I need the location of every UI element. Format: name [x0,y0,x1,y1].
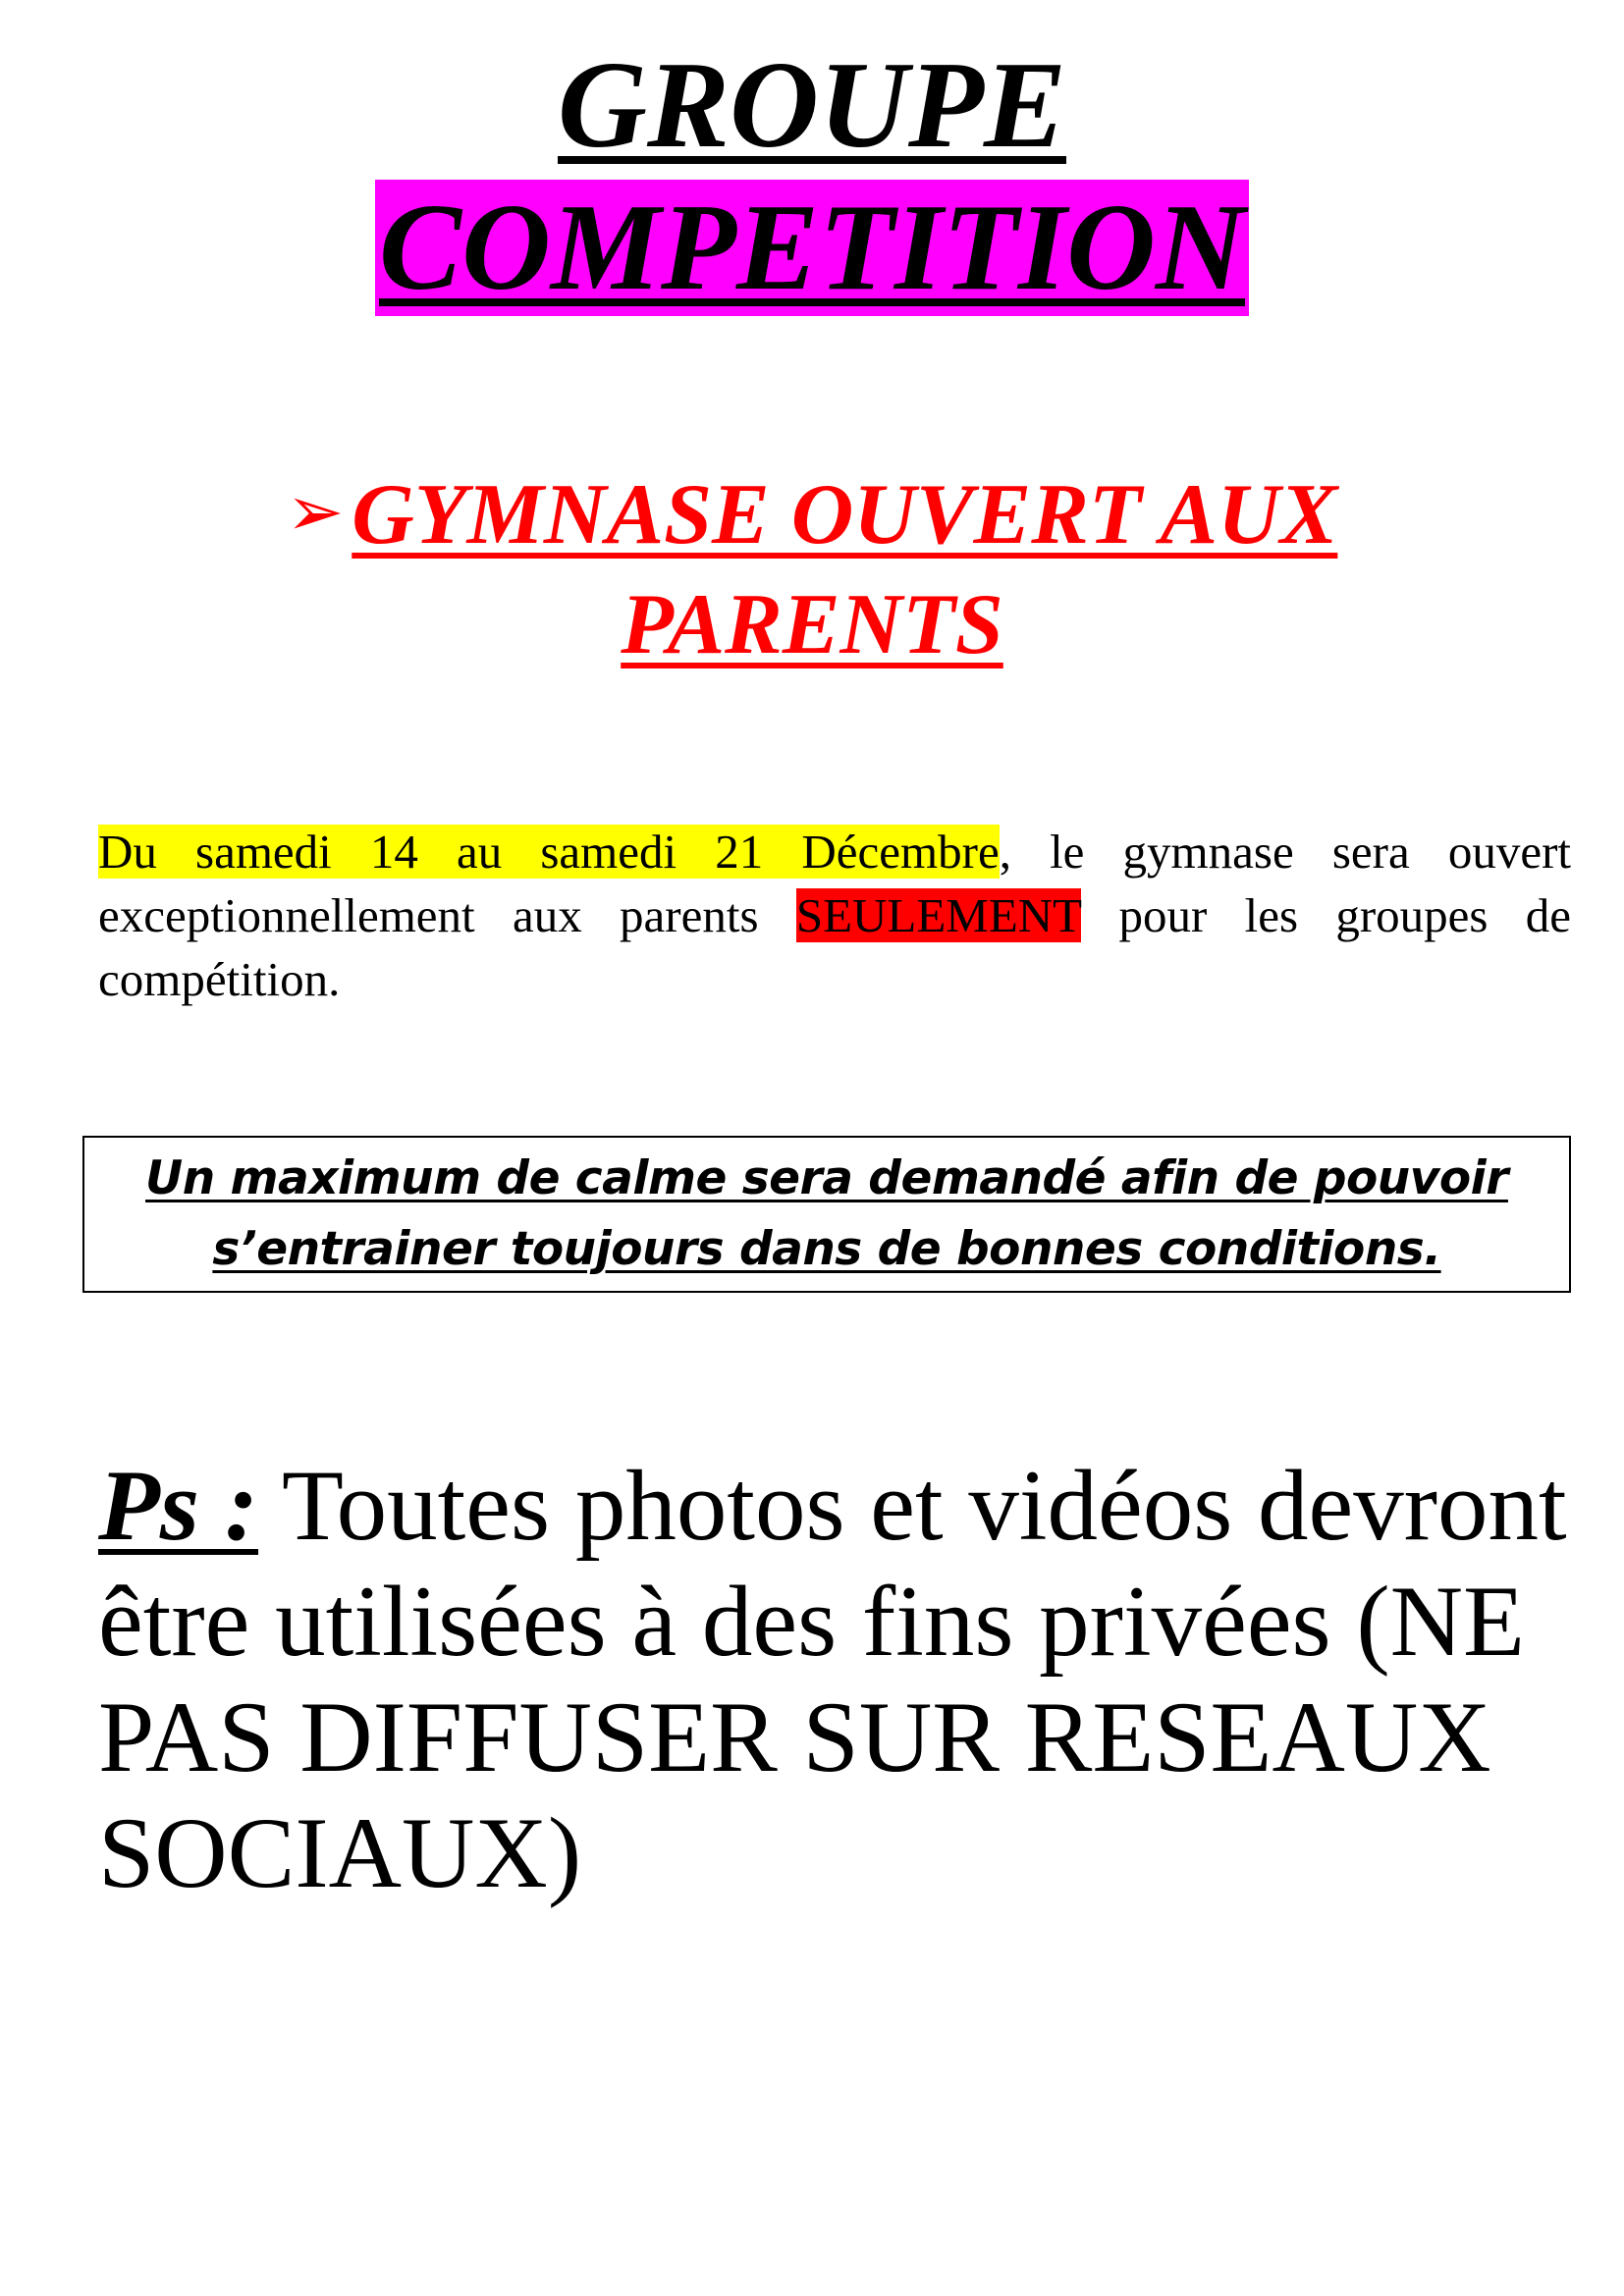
intro-text-part-2: pour les groupes de compétition. [98,888,1571,1006]
title-line-2 [0,175,1624,322]
intro-paragraph [98,820,1571,1011]
seulement-highlight: SEULEMENT [795,888,1082,942]
date-highlight: Du samedi 14 au samedi 21 Décembre [98,825,1000,879]
subtitle [196,456,1428,680]
notice-text: Un maximum de calme sera demandé afin de pouvoir s’entrainer toujours dans de bonnes conditions. [145,1151,1508,1276]
intro-text-part-1: , le gymnase sera ouvert exceptionnellement aux parents [98,825,1571,942]
arrowhead-bullet-icon: ➢ [286,471,345,552]
ps-text: Toutes photos et vidéos devront être utilisées à des fins privées (NE PAS DIFFUSER SUR RESEAUX SOCIAUX) [98,1450,1567,1909]
title-groupe: GROUPE [557,37,1067,174]
notice-box [82,1136,1571,1293]
ps-paragraph [98,1448,1571,1911]
title-competition: COMPETITION [375,180,1249,316]
ps-label: Ps : [98,1450,259,1562]
subtitle-text: GYMNASE OUVERT AUX PARENTS [352,467,1338,672]
title-line-1 [0,37,1624,175]
